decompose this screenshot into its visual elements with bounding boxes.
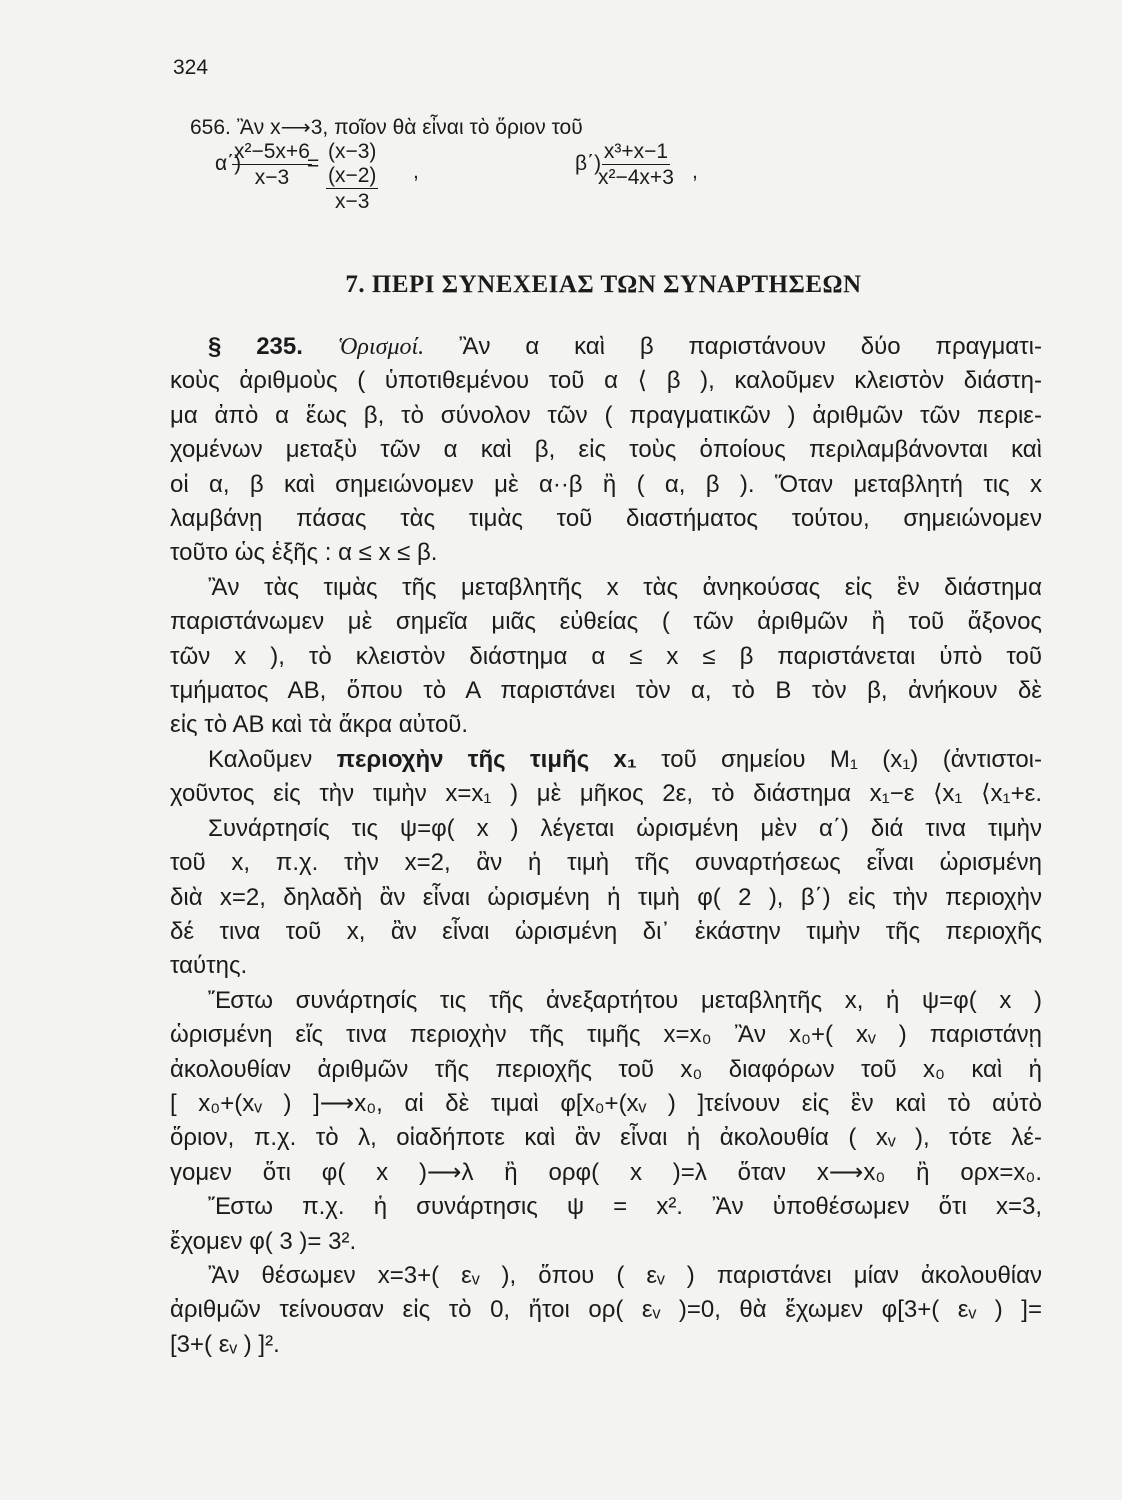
text-line: ὅριον, π.χ. τὸ λ, οἱαδήποτε καὶ ἂν εἶναι ἡ ἀκολουθία ( xᵥ ), τότε λέ- — [170, 1124, 1042, 1152]
part-a-label: α΄) — [215, 152, 242, 175]
equals-sign: = — [307, 152, 320, 175]
paragraph — [170, 984, 1042, 1190]
italic-text: Ὁρισμοί. — [337, 334, 425, 360]
text-line: [3+( εᵥ ) ]². — [170, 1330, 280, 1358]
text-line: ἀκολουθίαν ἀριθμῶν τῆς περιοχῆς τοῦ x₀ διαφόρων τοῦ x₀ καὶ ἡ — [170, 1055, 1042, 1083]
text-line: χομένων μεταξὺ τῶν α καὶ β, εἰς τοὺς ὁποίους περιλαμβάνονται καὶ — [170, 436, 1042, 464]
bold-text: περιοχὴν τῆς τιμῆς x₁ — [336, 745, 637, 773]
text-segment: Καλοῦμεν — [208, 745, 337, 773]
paragraph — [170, 330, 1042, 571]
fraction-a-factored-denominator: x−3 — [334, 190, 370, 213]
fraction-a-numerator: x²−5x+6 — [234, 140, 310, 163]
paragraph — [170, 743, 1042, 812]
text-line: Ἔστω π.χ. ἡ συνάρτησις ψ = x². Ἂν ὑποθέσωμεν ὅτι x=3, — [208, 1193, 1042, 1221]
page-number: 324 — [173, 56, 209, 79]
text-line: τμήματος ΑΒ, ὅπου τὸ Α παριστάνει τὸν α, τὸ Β τὸν β, ἀνήκουν δὲ — [170, 677, 1042, 705]
text-line: [ x₀+(xᵥ ) ]⟶x₀, αἱ δὲ τιμαὶ φ[x₀+(xᵥ ) ]τείνουν εἰς ἓν καὶ τὸ αὐτὸ — [170, 1089, 1042, 1117]
text-line: δέ τινα τοῦ x, ἂν εἶναι ὡρισμένη δι᾽ ἑκάστην τιμὴν τῆς περιοχῆς — [170, 917, 1042, 945]
fraction-a-factored — [326, 140, 378, 215]
text-line: ταύτης. — [170, 952, 248, 980]
comma: , — [413, 160, 419, 183]
text-line: ἔχομεν φ( 3 )= 3². — [170, 1227, 357, 1255]
text-line: τοῦτο ὡς ἑξῆς : α ≤ x ≤ β. — [170, 539, 438, 567]
bold-text: § 235. — [208, 333, 303, 360]
text-line: τῶν x ), τὸ κλειστὸν διάστημα α ≤ x ≤ β παριστάνεται ὑπὸ τοῦ — [170, 642, 1042, 670]
fraction-a-factored-numerator: (x−3)(x−2) — [328, 140, 377, 187]
chapter-heading: 7. ΠΕΡΙ ΣΥΝΕΧΕΙΑΣ ΤΩΝ ΣΥΝΑΡΤΗΣΕΩΝ — [345, 271, 862, 298]
paragraph — [170, 812, 1042, 984]
fraction-b-denominator: x²−4x+3 — [598, 166, 674, 189]
text-line: παριστάνωμεν μὲ σημεῖα μιᾶς εὐθείας ( τῶν ἀριθμῶν ἢ τοῦ ἄξονος — [170, 608, 1042, 636]
text-line: διὰ x=2, δηλαδὴ ἂν εἶναι ὡρισμένη ἡ τιμὴ φ( 2 ), β΄) εἰς τὴν περιοχὴν — [170, 883, 1042, 911]
text-line: ὡρισμένη εἴς τινα περιοχὴν τῆς τιμῆς x=x₀ Ἂν x₀+( xᵥ ) παριστάνῃ — [170, 1021, 1042, 1049]
text-line: κοὺς ἀριθμοὺς ( ὑποτιθεμένου τοῦ α ⟨ β ), καλοῦμεν κλειστὸν διάστη- — [170, 367, 1042, 395]
body-text — [170, 330, 1042, 1362]
fraction-b-numerator: x³+x−1 — [603, 140, 669, 163]
text-line: εἰς τὸ ΑΒ καὶ τὰ ἄκρα αὐτοῦ. — [170, 711, 469, 739]
text-line: λαμβάνῃ πάσας τὰς τιμὰς τοῦ διαστήματος τούτου, σημειώνομεν — [170, 505, 1042, 533]
text-segment: Ἂν α καὶ β παριστάνουν δύο πραγματι- — [424, 333, 1042, 360]
text-line: Συνάρτησίς τις ψ=φ( x ) λέγεται ὡρισμένη μὲν α΄) διά τινα τιμὴν — [208, 814, 1042, 842]
text-line: Ἔστω συνάρτησίς τις τῆς ἀνεξαρτήτου μεταβλητῆς x, ἡ ψ=φ( x ) — [208, 986, 1042, 1014]
paragraph — [170, 1190, 1042, 1259]
fraction-a-denominator: x−3 — [254, 166, 290, 189]
paragraph — [170, 571, 1042, 743]
text-line: τοῦ x, π.χ. τὴν x=2, ἂν ἡ τιμὴ τῆς συναρτήσεως εἶναι ὡρισμένη — [170, 849, 1042, 877]
text-line: χοῦντος εἰς τὴν τιμὴν x=x₁ ) μὲ μῆκος 2ε, τὸ διάστημα x₁−ε ⟨x₁ ⟨x₁+ε. — [170, 780, 1042, 808]
text-segment: τοῦ σημείου M₁ (x₁) (ἀντιστοι- — [636, 745, 1043, 773]
text-line: Ἂν τὰς τιμὰς τῆς μεταβλητῆς x τὰς ἀνηκούσας εἰς ἓν διάστημα — [208, 573, 1042, 601]
text-line: ἀριθμῶν τείνουσαν εἰς τὸ 0, ἤτοι ορ( εᵥ )=0, θὰ ἔχωμεν φ[3+( εᵥ ) ]= — [170, 1296, 1042, 1324]
text-line: γομεν ὅτι φ( x )⟶λ ἢ ορφ( x )=λ ὅταν x⟶x₀ ἢ ορx=x₀. — [170, 1158, 1042, 1186]
fraction-b — [598, 140, 674, 191]
text-line: μα ἀπὸ α ἕως β, τὸ σύνολον τῶν ( πραγματικῶν ) ἀριθμῶν τῶν περιε- — [170, 401, 1042, 429]
exercise-656-prompt: 656. Ἂν x⟶3, ποῖον θὰ εἶναι τὸ ὅριον τοῦ — [190, 116, 583, 139]
text-line: Ἂν θέσωμεν x=3+( εᵥ ), ὅπου ( εᵥ ) παριστάνει μίαν ἀκολουθίαν — [208, 1261, 1042, 1289]
paragraph — [170, 1259, 1042, 1362]
text-line: οἱ α, β καὶ σημειώνομεν μὲ α··β ἢ ( α, β ). Ὅταν μεταβλητή τις x — [170, 470, 1042, 498]
text-segment — [303, 333, 338, 360]
part-b-label: β΄) — [575, 152, 602, 175]
comma: , — [692, 160, 698, 183]
fraction-a — [232, 140, 312, 191]
text-line — [170, 743, 1042, 777]
text-line — [170, 330, 1042, 364]
